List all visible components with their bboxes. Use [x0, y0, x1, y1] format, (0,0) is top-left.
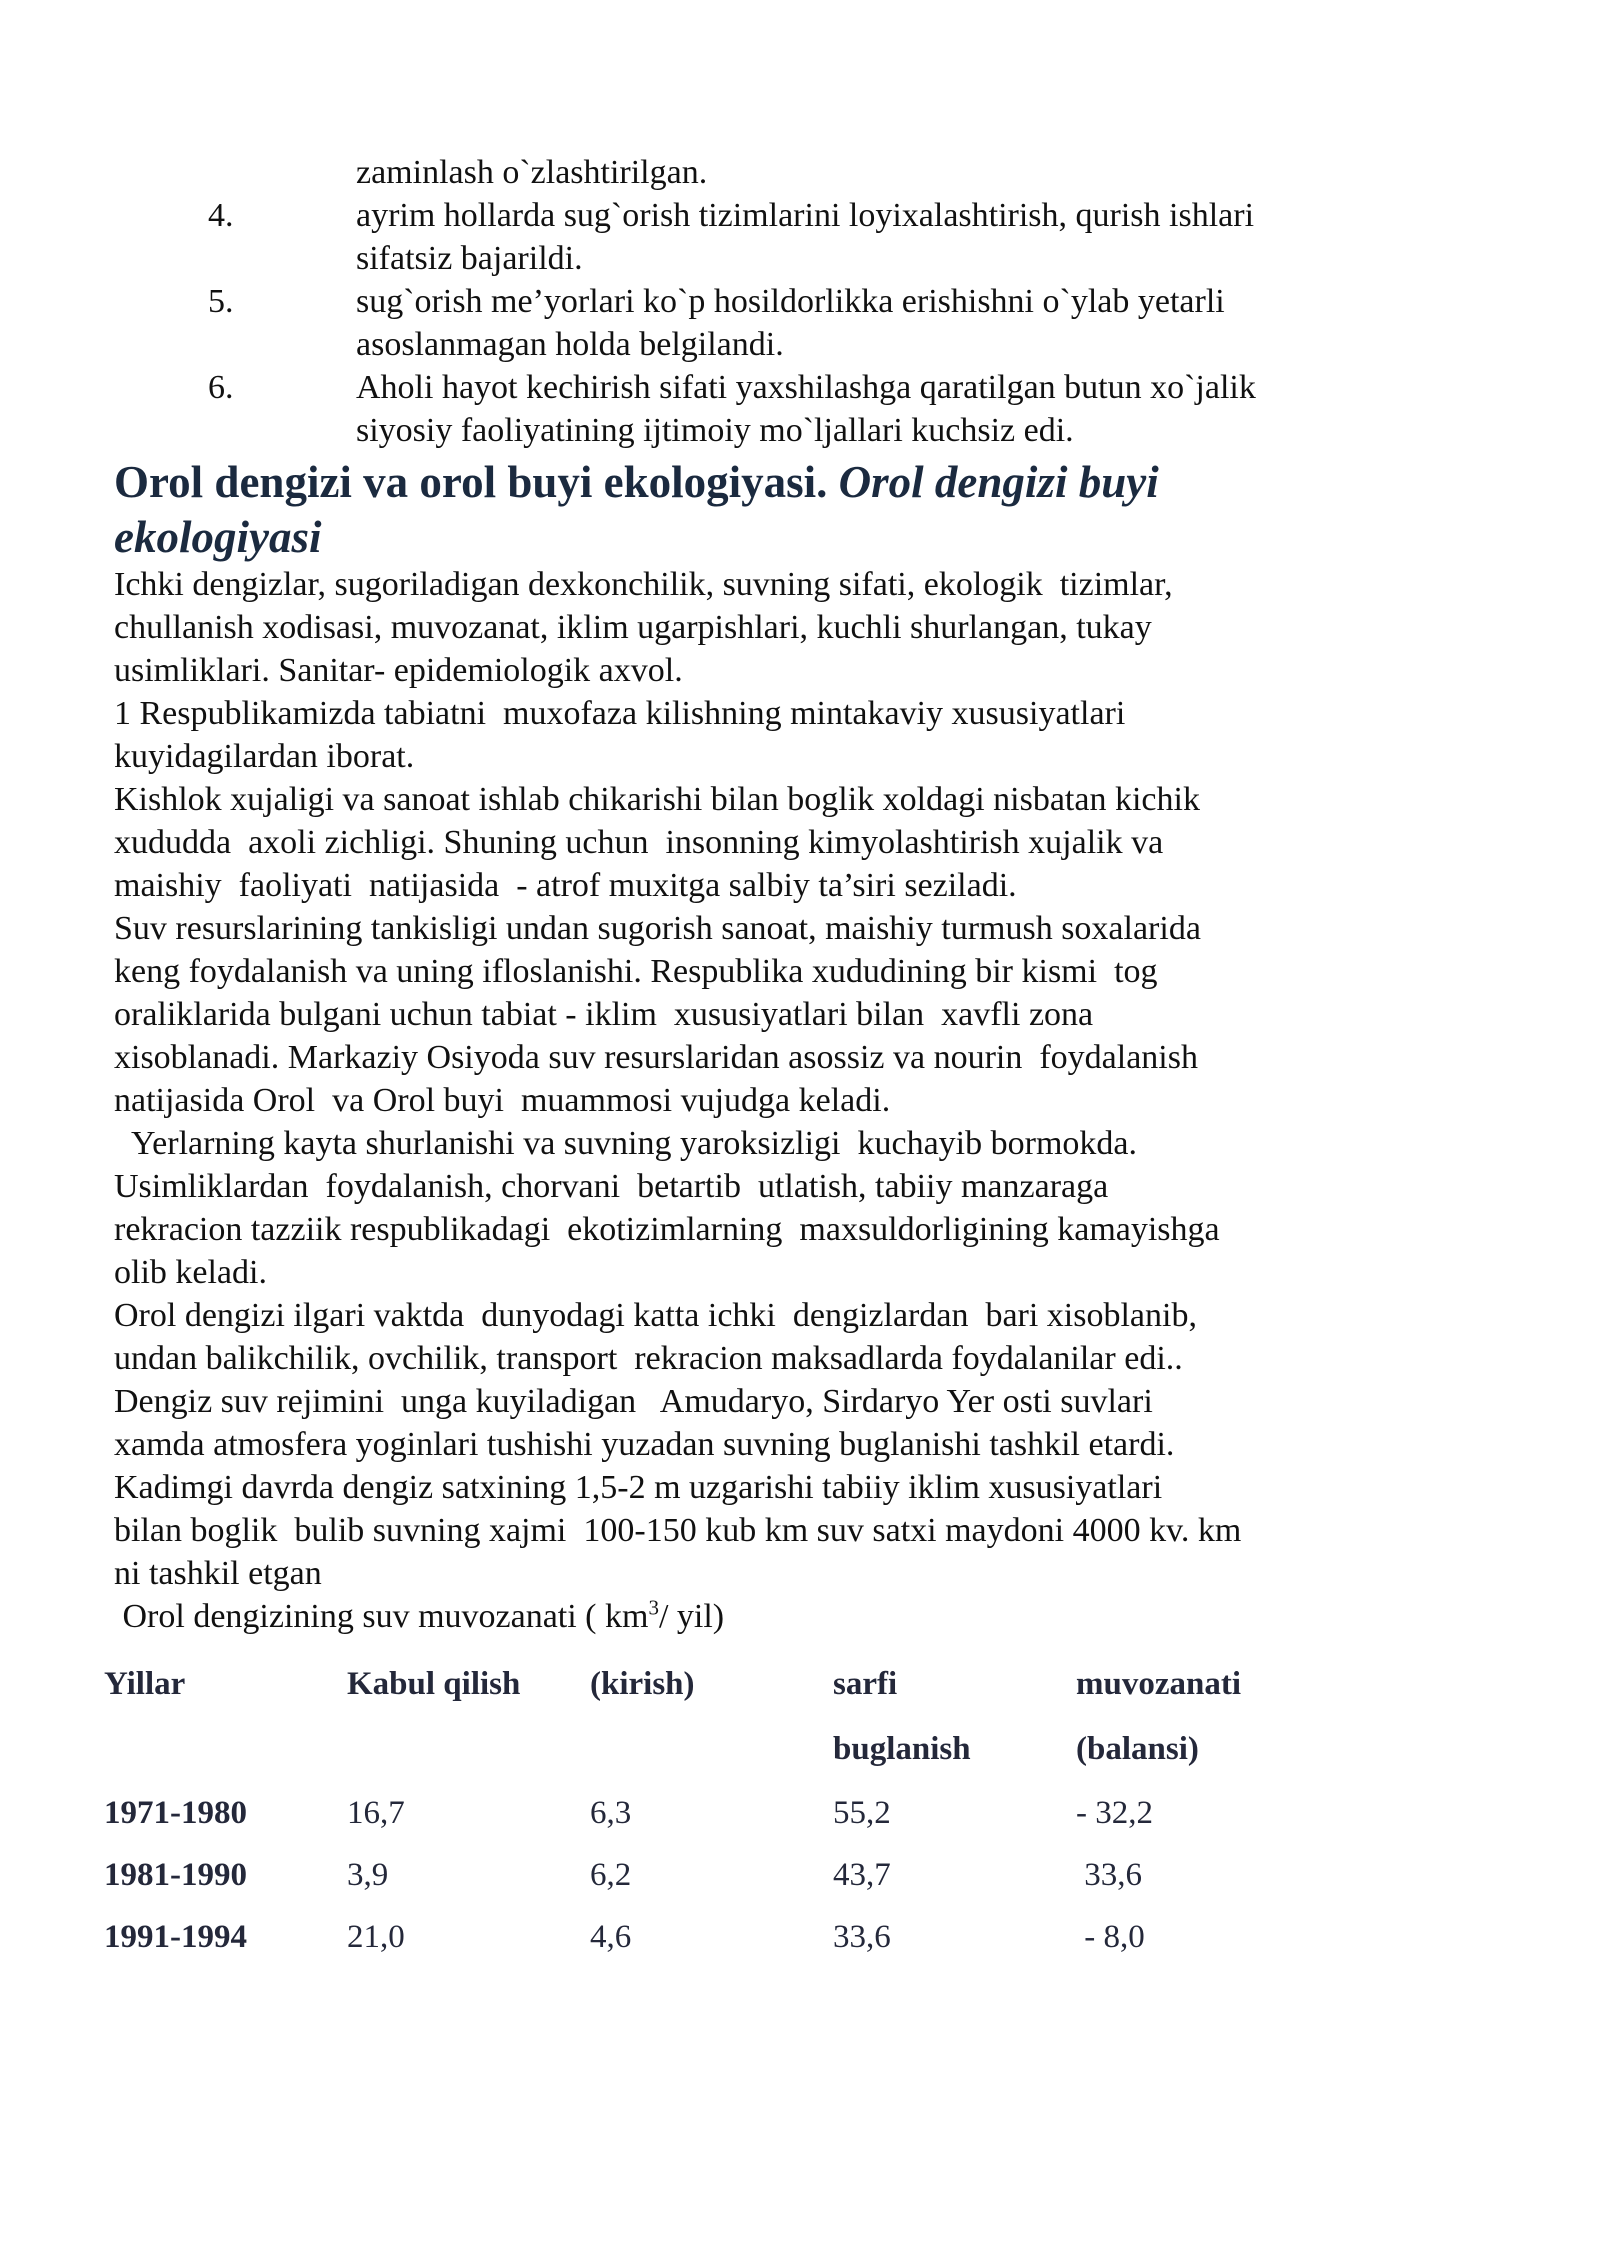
- table-cell: - 8,0: [1076, 1919, 1145, 1955]
- body-line: natijasida Orol va Orol buyi muammosi vujudga keladi.: [114, 1082, 891, 1119]
- table-cell: 21,0: [347, 1919, 405, 1955]
- table-row: [104, 1844, 1404, 1906]
- table-cell: 3,9: [347, 1857, 389, 1893]
- table-row: [104, 1906, 1404, 1968]
- section-heading: [114, 455, 1364, 565]
- table-cell-year: 1971-1980: [104, 1795, 247, 1831]
- list-item: [208, 280, 1378, 323]
- body-line: oraliklarida bulgani uchun tabiat - iklim xususiyatlari bilan xavfli zona: [114, 996, 1094, 1033]
- list-item: [208, 366, 1378, 409]
- list-item-text: siyosiy faoliyatining ijtimoiy mo`ljallari kuchsiz edi.: [356, 412, 1074, 449]
- table-header-row: [104, 1716, 1404, 1782]
- body-line: keng foydalanish va uning ifloslanishi. Respublika xududining bir kismi tog: [114, 953, 1158, 990]
- table-cell: 55,2: [833, 1795, 891, 1831]
- body-line: Kishlok xujaligi va sanoat ishlab chikarishi bilan boglik xoldagi nisbatan kichik: [114, 781, 1200, 818]
- list-item-text: sifatsiz bajarildi.: [356, 240, 583, 277]
- table-cell-year: 1991-1994: [104, 1919, 247, 1955]
- body-line: chullanish xodisasi, muvozanat, iklim ugarpishlari, kuchli shurlangan, tukay: [114, 609, 1152, 646]
- table-header-cell: Kabul qilish: [347, 1666, 521, 1702]
- list-item-number: 4.: [208, 197, 234, 234]
- table-header-cell: muvozanati: [1076, 1666, 1241, 1702]
- body-line: xamda atmosfera yoginlari tushishi yuzadan suvning buglanishi tashkil etardi.: [114, 1426, 1175, 1463]
- body-line: Dengiz suv rejimini unga kuyiladigan Amudaryo, Sirdaryo Yer osti suvlari: [114, 1383, 1153, 1420]
- list-item-number: 5.: [208, 283, 234, 320]
- body-line: undan balikchilik, ovchilik, transport rekracion maksadlarda foydalanilar edi..: [114, 1340, 1183, 1377]
- list-item-text: ayrim hollarda sug`orish tizimlarini loyixalashtirish, qurish ishlari: [356, 197, 1255, 234]
- table-header-cell: [104, 1716, 347, 1782]
- body-line: 1 Respublikamizda tabiatni muxofaza kilishning mintakaviy xususiyatlari: [114, 695, 1126, 732]
- list-item-text: Aholi hayot kechirish sifati yaxshilashga qaratilgan butun xo`jalik: [356, 369, 1256, 406]
- body-line: xisoblanadi. Markaziy Osiyoda suv resurslaridan asossiz va nourin foydalanish: [114, 1039, 1198, 1076]
- body-line: Orol dengizi ilgari vaktda dunyodagi katta ichki dengizlardan bari xisoblanib,: [114, 1297, 1197, 1334]
- table-cell: 6,2: [590, 1857, 632, 1893]
- table-caption-text: Orol dengizining suv muvozanati ( km: [114, 1598, 649, 1635]
- body-line: Ichki dengizlar, sugoriladigan dexkonchilik, suvning sifati, ekologik tizimlar,: [114, 566, 1173, 603]
- body-line: kuyidagilardan iborat.: [114, 738, 415, 775]
- list-continuation: zaminlash o`zlashtirilgan.: [356, 154, 708, 191]
- body-line: Yerlarning kayta shurlanishi va suvning yaroksizligi kuchayib bormokda.: [114, 1125, 1137, 1162]
- table-header-cell: sarfi: [833, 1666, 898, 1702]
- heading-bold: Orol dengizi va orol buyi ekologiyasi.: [114, 457, 839, 507]
- table-header-cell: (balansi): [1076, 1731, 1199, 1767]
- body-line: bilan boglik bulib suvning xajmi 100-150 kub km suv satxi maydoni 4000 kv. km: [114, 1512, 1242, 1549]
- list-item-number: 6.: [208, 369, 234, 406]
- heading-italic: Orol dengizi buyi: [838, 457, 1159, 507]
- table-caption: [114, 1595, 1374, 1638]
- table-row: [104, 1782, 1404, 1844]
- body-text: [114, 563, 1374, 1638]
- table-caption-superscript: 3: [648, 1595, 659, 1620]
- water-balance-table: [104, 1653, 1404, 1968]
- body-line: Suv resurslarining tankisligi undan sugorish sanoat, maishiy turmush soxalarida: [114, 910, 1201, 947]
- heading-italic-line2: ekologiyasi: [114, 512, 322, 562]
- body-line: maishiy faoliyati natijasida - atrof muxitga salbiy ta’siri seziladi.: [114, 867, 1017, 904]
- table-header-cell: Yillar: [104, 1666, 186, 1702]
- body-line: usimliklari. Sanitar- epidemiologik axvol.: [114, 652, 683, 689]
- table-cell: 4,6: [590, 1919, 632, 1955]
- body-line: Usimliklardan foydalanish, chorvani betartib utlatish, tabiiy manzaraga: [114, 1168, 1109, 1205]
- table-cell: 33,6: [1076, 1857, 1142, 1893]
- list-item: [208, 194, 1378, 237]
- table-cell: 33,6: [833, 1919, 891, 1955]
- body-line: rekracion tazziik respublikadagi ekotizimlarning maxsuldorligining kamayishga: [114, 1211, 1220, 1248]
- table-header-cell: buglanish: [833, 1731, 971, 1767]
- table-header-cell: [590, 1716, 833, 1782]
- table-cell: 6,3: [590, 1795, 632, 1831]
- table-header-row: [104, 1653, 1404, 1716]
- table-header-cell: [347, 1716, 590, 1782]
- list-item-text: asoslanmagan holda belgilandi.: [356, 326, 784, 363]
- body-line: Kadimgi davrda dengiz satxining 1,5-2 m uzgarishi tabiiy iklim xususiyatlari: [114, 1469, 1163, 1506]
- table-caption-unit: / yil): [658, 1598, 725, 1635]
- numbered-list: [208, 151, 1378, 452]
- table-cell: - 32,2: [1076, 1795, 1153, 1831]
- list-item-text: sug`orish me’yorlari ko`p hosildorlikka erishishni o`ylab yetarli: [356, 283, 1225, 320]
- table-cell: 43,7: [833, 1857, 891, 1893]
- body-line: xududda axoli zichligi. Shuning uchun insonning kimyolashtirish xujalik va: [114, 824, 1164, 861]
- table-cell: 16,7: [347, 1795, 405, 1831]
- table-header-cell: (kirish): [590, 1666, 695, 1702]
- table-cell-year: 1981-1990: [104, 1857, 247, 1893]
- body-line: olib keladi.: [114, 1254, 267, 1291]
- body-line: ni tashkil etgan: [114, 1555, 322, 1592]
